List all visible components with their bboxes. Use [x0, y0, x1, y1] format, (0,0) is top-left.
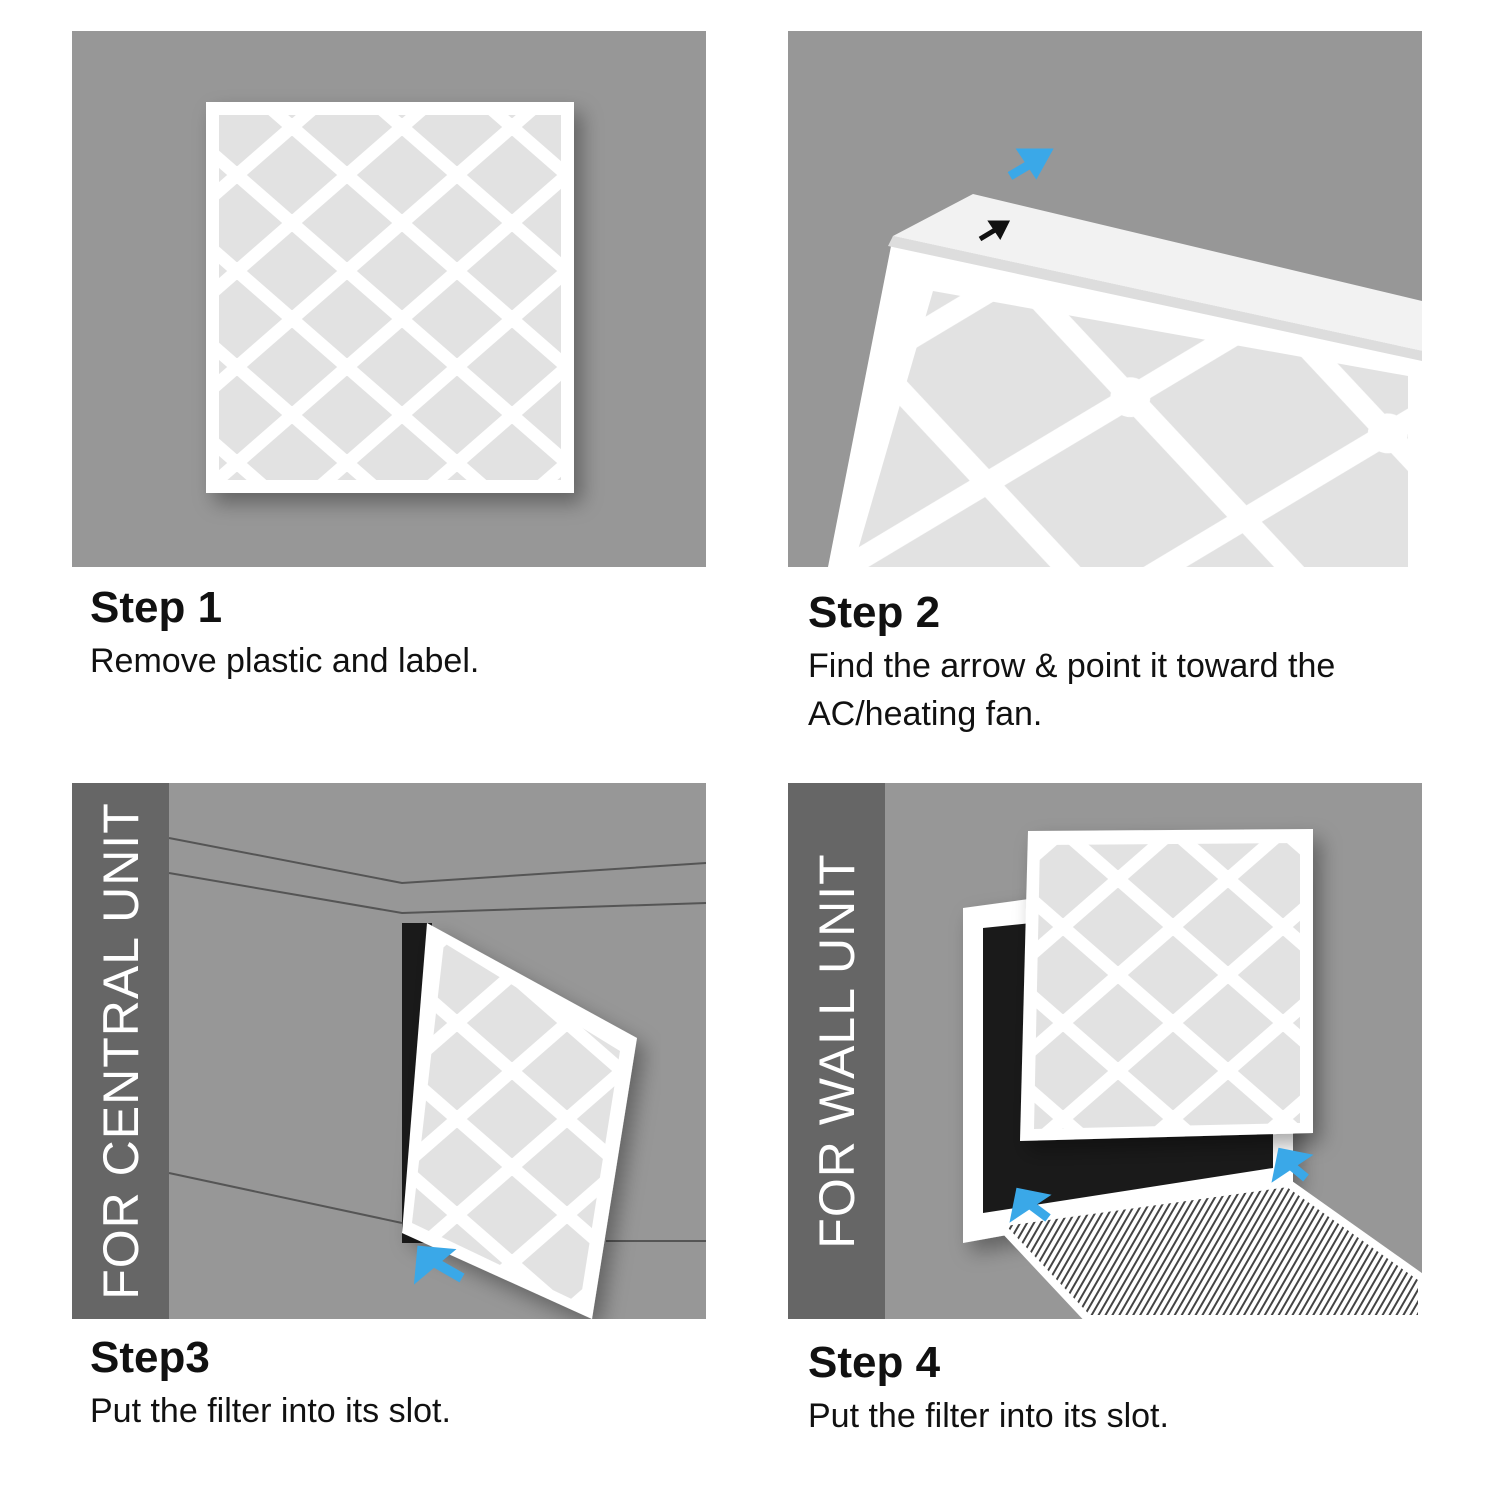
- step4-illustration: [788, 783, 1422, 1319]
- step3-title: Step3: [90, 1333, 210, 1382]
- side-label: FOR CENTRAL UNIT: [92, 802, 149, 1300]
- step2-illustration: [788, 31, 1422, 567]
- blue-direction-arrow-icon: [1010, 153, 1046, 176]
- side-label-bar: [788, 783, 885, 1319]
- step1-illustration: [72, 31, 706, 567]
- side-label-bar: [72, 783, 169, 1319]
- step1-title: Step 1: [90, 583, 223, 632]
- step1-description: Remove plastic and label.: [90, 642, 480, 680]
- step3-illustration: [72, 783, 706, 1319]
- step4-title: Step 4: [808, 1338, 941, 1387]
- step3-description: Put the filter into its slot.: [90, 1392, 451, 1430]
- step4-description: Put the filter into its slot.: [808, 1397, 1169, 1435]
- step2-title: Step 2: [808, 588, 941, 637]
- air-filter-closeup-image: [788, 31, 1422, 567]
- step2-description: Find the arrow & point it toward the AC/heating fan.: [808, 647, 1336, 733]
- side-label: FOR WALL UNIT: [808, 853, 865, 1249]
- air-filter-image: [72, 31, 706, 567]
